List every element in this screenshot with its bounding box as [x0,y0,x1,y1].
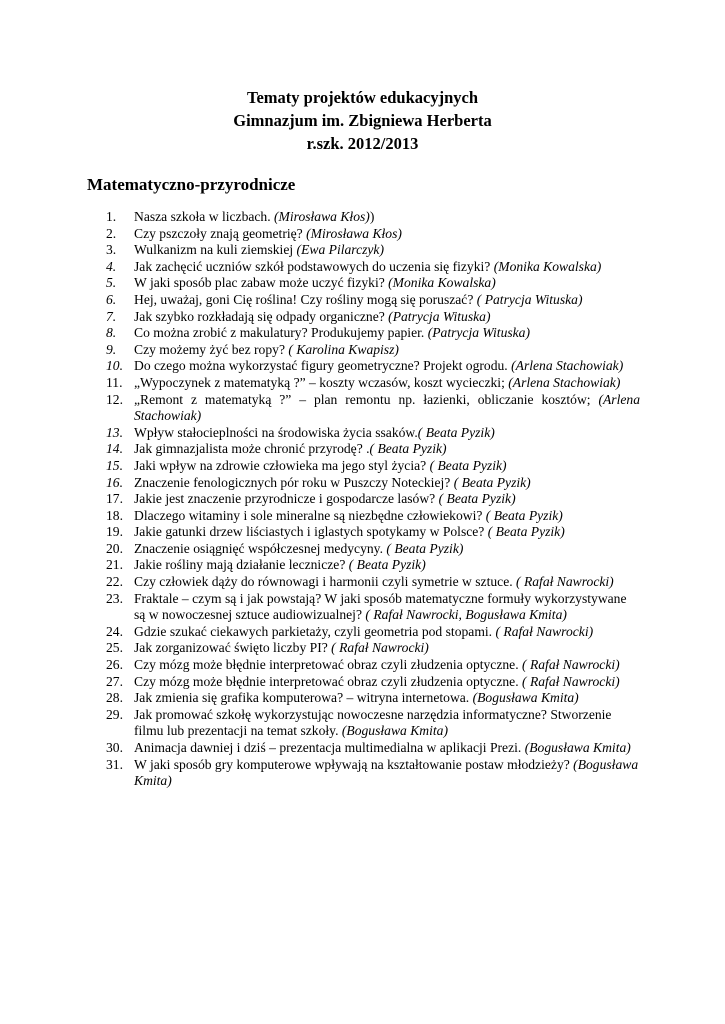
item-number: 27. [106,673,123,689]
item-author: ( Beata Pyzik) [487,524,565,540]
item-number: 8. [106,325,117,341]
item-text-block [134,342,640,359]
item-number: 28. [106,690,123,706]
document-title-line-1: Tematy projektów edukacyjnych [246,88,478,107]
item-topic: Czy możemy żyć bez ropy? [134,341,289,357]
list-item [0,458,725,475]
list-item [0,392,725,425]
list-item [0,425,725,442]
item-text-block [134,425,640,442]
item-author: ( Beata Pyzik) [417,424,495,440]
item-text-block [134,292,640,309]
list-item [0,475,725,492]
item-author: (Mirosława Kłos) [306,225,402,241]
item-topic: Fraktale – czym są i jak powstają? W jaki sposób matematyczne formuły wykorzystywane są w nowoczesnej sztuce audiowizualnej? [134,590,627,623]
list-item [0,491,725,508]
item-text-block [134,557,640,574]
item-text-block [134,508,640,525]
list-item [0,292,725,309]
item-number: 5. [106,275,117,291]
item-number: 15. [106,457,123,473]
item-number: 25. [106,640,123,656]
item-text-block [134,690,640,707]
item-number: 1. [106,209,117,224]
item-topic: Jak zorganizować święto liczby PI? [134,640,332,656]
item-text-block [134,458,640,475]
item-topic: W jaki sposób gry komputerowe wpływają na kształtowanie postaw młodzieży? [134,756,574,772]
item-number: 12. [106,391,123,407]
item-topic: Co można zrobić z makulatury? Produkujemy papier. [134,325,428,341]
item-text-block [134,740,640,757]
item-author: (Mirosława Kłos) [274,209,370,224]
item-text-block [134,707,640,740]
item-text-block [134,309,640,326]
list-item [0,325,725,342]
item-number: 3. [106,242,117,258]
item-topic: Hej, uważaj, goni Cię roślina! Czy rośliny mogą się poruszać? [134,291,477,307]
list-item [0,674,725,691]
list-item [0,640,725,657]
list-item [0,591,725,624]
list-item [0,226,725,243]
item-text-block [134,226,640,243]
item-number: 24. [106,623,123,639]
item-number: 29. [106,706,123,722]
document-title-line-2: Gimnazjum im. Zbigniewa Herberta [233,111,492,130]
item-author: ( Beata Pyzik) [453,474,531,490]
item-topic: Jak zachęcić uczniów szkół podstawowych do uczenia się fizyki? [134,258,494,274]
list-item [0,757,725,790]
item-text-block [134,491,640,508]
item-number: 14. [106,441,123,457]
item-number: 22. [106,574,123,590]
item-author: (Bogusława Kmita) [472,690,579,706]
item-text-block [134,358,640,375]
item-author: (Arlena Stachowiak) [511,358,624,374]
item-number: 26. [106,657,123,673]
list-item [0,657,725,674]
item-number: 30. [106,740,123,755]
list-item [0,259,725,276]
item-topic: Jakie rośliny mają działanie lecznicze? [134,557,349,573]
item-topic: W jaki sposób plac zabaw może uczyć fizyki? [134,275,389,291]
list-item [0,275,725,292]
item-topic: Czy człowiek dąży do równowagi i harmonii czyli symetrie w sztuce. [134,574,517,590]
item-number: 2. [106,225,117,241]
item-number: 11. [106,374,123,390]
item-topic: Animacja dawniej i dziś – prezentacja multimedialna w aplikacji Prezi. [134,740,525,755]
item-text-block [134,475,640,492]
item-text-block [134,242,640,259]
item-author: (Arlena Stachowiak) [134,391,640,424]
item-number: 20. [106,540,123,556]
item-topic: Wpływ stałocieplności na środowiska życia ssaków. [134,424,418,440]
item-text-block [134,259,640,276]
item-number: 13. [106,424,123,440]
item-number: 6. [106,291,117,307]
item-text-block [134,375,640,392]
item-topic: Znaczenie osiągnięć współczesnej medycyny. [134,540,387,556]
item-topic: Jakie jest znaczenie przyrodnicze i gospodarcze lasów? [134,491,439,507]
item-author: ( Karolina Kwapisz) [288,341,399,357]
item-author: (Patrycja Wituska) [388,308,491,324]
item-number: 4. [106,258,117,274]
item-author: (Monika Kowalska) [493,258,602,274]
item-text-block [134,657,640,674]
item-text-block [134,591,640,624]
item-author: ( Rafał Nawrocki) [331,640,429,656]
item-text-block [134,757,640,790]
item-author: (Ewa Pilarczyk) [296,242,384,258]
item-text-block [134,574,640,591]
item-number: 16. [106,474,123,490]
item-text-block [134,640,640,657]
item-topic: Jak gimnazjalista może chronić przyrodę? . [134,441,370,457]
list-item [0,358,725,375]
item-topic: Jak promować szkołę wykorzystując nowoczesne narzędzia informatyczne? Stworzenie filmu lub prezentacji na temat szkoły. [134,706,612,739]
list-item [0,690,725,707]
item-author: (Arlena Stachowiak) [508,374,621,390]
item-text-block [134,441,640,458]
item-topic: Wulkanizm na kuli ziemskiej [134,242,297,258]
list-item [0,624,725,641]
item-author: ( Beata Pyzik) [348,557,426,573]
item-author: ( Patrycja Wituska) [476,291,583,307]
item-number: 9. [106,341,117,357]
list-item [0,209,725,226]
item-topic: „Wypoczynek z matematyką ?” – koszty wczasów, koszt wycieczki; [134,374,509,390]
item-topic: Jaki wpływ na zdrowie człowieka ma jego styl życia? [134,457,430,473]
list-item [0,740,725,757]
item-author: ( Beata Pyzik) [438,491,516,507]
item-author: ( Rafał Nawrocki) [522,657,620,673]
item-author: ( Beata Pyzik) [386,540,464,556]
item-author: ( Rafał Nawrocki) [495,623,594,639]
item-author: (Bogusława Kmita) [134,756,639,789]
list-item [0,309,725,326]
item-text-block [134,392,640,425]
item-topic: Czy pszczoły znają geometrię? [134,225,307,241]
item-topic: Czy mózg może błędnie interpretować obraz czyli złudzenia optyczne. [134,657,523,673]
item-author: ( Rafał Nawrocki) [516,574,614,590]
item-topic: Gdzie szukać ciekawych parkietaży, czyli geometria pod stopami. [134,623,496,639]
item-number: 21. [106,557,123,573]
list-item [0,375,725,392]
list-item [0,242,725,259]
section-heading: Matematyczno-przyrodnicze [87,175,296,194]
item-author: ( Beata Pyzik) [429,457,507,473]
item-author: (Patrycja Wituska) [427,325,531,341]
list-item [0,342,725,359]
list-item [0,707,725,740]
item-topic: Jakie gatunki drzew liściastych i iglastych spotykamy w Polsce? [134,524,488,540]
list-item [0,557,725,574]
item-author: ( Beata Pyzik) [369,441,447,457]
list-item [0,541,725,558]
item-topic: Jak szybko rozkładają się odpady organiczne? [134,308,389,324]
item-number: 18. [106,507,123,523]
item-topic: Czy mózg może błędnie interpretować obraz czyli złudzenia optyczne. [134,673,523,689]
item-author: (Monika Kowalska) [388,275,496,291]
item-author: ( Rafał Nawrocki) [522,673,620,689]
item-number: 7. [106,308,117,324]
document-title-line-3: r.szk. 2012/2013 [306,134,419,153]
item-suffix: ) [369,209,375,224]
item-text-block [134,674,640,691]
item-text-block [134,209,640,226]
list-item [0,441,725,458]
item-topic: Dlaczego witaminy i sole mineralne są niezbędne człowiekowi? [134,507,486,523]
item-topic: „Remont z matematyką ?” – plan remontu np. łazienki, obliczanie kosztów; [134,391,599,407]
item-number: 23. [106,590,123,606]
item-topic: Jak zmienia się grafika komputerowa? – witryna internetowa. [134,690,473,706]
item-author: ( Rafał Nawrocki, Bogusława Kmita) [365,607,567,623]
item-text-block [134,325,640,342]
item-text-block [134,524,640,541]
item-number: 10. [106,358,123,374]
item-topic: Nasza szkoła w liczbach. [134,209,275,224]
item-author: ( Beata Pyzik) [485,507,563,523]
list-item [0,508,725,525]
list-item [0,574,725,591]
list-item [0,524,725,541]
item-number: 19. [106,524,123,540]
item-topic: Znaczenie fenologicznych pór roku w Puszczy Noteckiej? [134,474,454,490]
item-author: (Bogusława Kmita) [524,740,631,755]
item-text-block [134,275,640,292]
item-text-block [134,541,640,558]
item-text-block [134,624,640,641]
item-number: 31. [106,756,123,772]
project-list [0,209,725,790]
item-number: 17. [106,491,123,507]
item-author: (Bogusława Kmita) [341,723,448,739]
item-topic: Do czego można wykorzystać figury geometryczne? Projekt ogrodu. [134,358,512,374]
